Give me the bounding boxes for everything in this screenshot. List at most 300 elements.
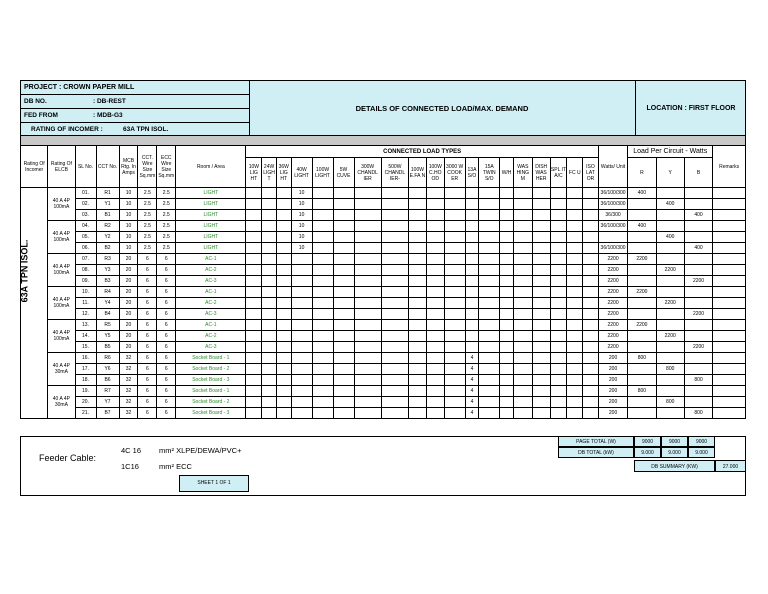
cct-cell: Y6 xyxy=(96,364,119,375)
load-empty-cell xyxy=(246,408,262,419)
load-empty-cell xyxy=(426,331,444,342)
load-empty-cell xyxy=(500,320,514,331)
load-empty-cell xyxy=(444,397,465,408)
load-empty-cell xyxy=(276,254,291,265)
load-empty-cell xyxy=(381,309,408,320)
load-empty-cell xyxy=(262,331,277,342)
mcb-cell: 32 xyxy=(119,397,138,408)
load-empty-cell xyxy=(246,210,262,221)
load-empty-cell xyxy=(513,188,532,199)
load-empty-cell xyxy=(550,254,567,265)
load-empty-cell xyxy=(583,353,599,364)
cable-2-type: mm² ECC xyxy=(159,462,192,471)
phase-y-cell xyxy=(656,342,684,353)
watts-cell: 2200 xyxy=(598,342,627,353)
load-empty-cell xyxy=(465,243,479,254)
load-empty-cell xyxy=(513,199,532,210)
watts-cell: 2200 xyxy=(598,287,627,298)
load-empty-cell xyxy=(246,298,262,309)
mcb-cell: 20 xyxy=(119,287,138,298)
room-cell: AC-3 xyxy=(176,309,246,320)
load-type-header: WAS HING M xyxy=(513,158,532,188)
load-empty-cell xyxy=(567,243,583,254)
load-empty-cell xyxy=(312,364,333,375)
load-empty-cell xyxy=(513,320,532,331)
load-empty-cell xyxy=(444,375,465,386)
phase-y-cell xyxy=(656,221,684,232)
phase-r-cell: 400 xyxy=(628,221,656,232)
phase-b-cell: 2200 xyxy=(684,276,712,287)
sl-cell: 14. xyxy=(75,331,96,342)
ecc-cell: 6 xyxy=(157,375,176,386)
mcb-cell: 10 xyxy=(119,232,138,243)
load-empty-cell xyxy=(583,342,599,353)
load-empty-cell xyxy=(550,276,567,287)
ecc-cell: 6 xyxy=(157,265,176,276)
mcb-cell: 20 xyxy=(119,276,138,287)
phase-r-cell xyxy=(628,309,656,320)
room-cell: Socket Board - 2 xyxy=(176,397,246,408)
load-empty-cell xyxy=(479,298,500,309)
load-empty-cell xyxy=(567,375,583,386)
load-empty-cell xyxy=(513,254,532,265)
load-empty-cell xyxy=(409,408,427,419)
load-empty-cell xyxy=(500,254,514,265)
table-row xyxy=(21,232,746,243)
load-empty-cell xyxy=(312,386,333,397)
load-empty-cell xyxy=(444,342,465,353)
load-empty-cell xyxy=(276,243,291,254)
load-empty-cell xyxy=(426,375,444,386)
load-empty-cell xyxy=(479,210,500,221)
phase-r-cell xyxy=(628,408,656,419)
load-qty-cell: 10 xyxy=(291,221,312,232)
remarks-cell xyxy=(713,331,746,342)
load-empty-cell xyxy=(479,254,500,265)
room-cell: Socket Board - 3 xyxy=(176,408,246,419)
load-qty-cell: 4 xyxy=(465,375,479,386)
watts-cell: 200 xyxy=(598,408,627,419)
load-empty-cell xyxy=(465,320,479,331)
sl-cell: 02. xyxy=(75,199,96,210)
load-empty-cell xyxy=(312,265,333,276)
phase-y-cell xyxy=(656,287,684,298)
load-empty-cell xyxy=(532,353,550,364)
load-empty-cell xyxy=(246,320,262,331)
load-empty-cell xyxy=(426,199,444,210)
load-empty-cell xyxy=(354,199,381,210)
ecc-cell: 6 xyxy=(157,353,176,364)
elcb-cell: 40 A 4P 30mA xyxy=(48,386,75,419)
load-empty-cell xyxy=(479,353,500,364)
load-empty-cell xyxy=(381,364,408,375)
load-empty-cell xyxy=(409,320,427,331)
load-empty-cell xyxy=(276,210,291,221)
mcb-cell: 32 xyxy=(119,386,138,397)
load-empty-cell xyxy=(550,353,567,364)
cct-cell: R2 xyxy=(96,221,119,232)
ecc-cell: 6 xyxy=(157,386,176,397)
load-empty-cell xyxy=(312,243,333,254)
table-row xyxy=(21,298,746,309)
sl-cell: 17. xyxy=(75,364,96,375)
load-empty-cell xyxy=(567,309,583,320)
phase-b-cell: 800 xyxy=(684,375,712,386)
cct-cell: B4 xyxy=(96,309,119,320)
load-empty-cell xyxy=(426,287,444,298)
load-empty-cell xyxy=(381,243,408,254)
load-empty-cell xyxy=(333,265,354,276)
mcb-cell: 10 xyxy=(119,243,138,254)
wire-cell: 6 xyxy=(138,353,157,364)
load-type-header: 5W CUVE xyxy=(333,158,354,188)
wire-cell: 6 xyxy=(138,386,157,397)
wire-cell: 6 xyxy=(138,331,157,342)
load-empty-cell xyxy=(532,199,550,210)
room-cell: LIGHT xyxy=(176,243,246,254)
load-empty-cell xyxy=(312,232,333,243)
remarks-cell xyxy=(713,309,746,320)
wire-header: CCT. Wire Size Sq.mm xyxy=(138,146,157,188)
table-row xyxy=(21,386,746,397)
load-empty-cell xyxy=(500,210,514,221)
load-empty-cell xyxy=(354,397,381,408)
load-empty-cell xyxy=(479,397,500,408)
load-empty-cell xyxy=(479,276,500,287)
load-empty-cell xyxy=(333,243,354,254)
mcb-cell: 32 xyxy=(119,353,138,364)
sl-cell: 01. xyxy=(75,188,96,199)
cct-cell: R6 xyxy=(96,353,119,364)
sl-cell: 16. xyxy=(75,353,96,364)
load-empty-cell xyxy=(500,408,514,419)
watts-cell: 200 xyxy=(598,386,627,397)
remarks-cell xyxy=(713,364,746,375)
phase-r-cell xyxy=(628,210,656,221)
table-row xyxy=(21,254,746,265)
load-empty-cell xyxy=(409,342,427,353)
load-empty-cell xyxy=(567,232,583,243)
wire-cell: 6 xyxy=(138,287,157,298)
room-cell: Socket Board - 1 xyxy=(176,386,246,397)
load-empty-cell xyxy=(381,386,408,397)
load-empty-cell xyxy=(354,331,381,342)
phase-b-cell xyxy=(684,232,712,243)
mcb-cell: 20 xyxy=(119,331,138,342)
load-empty-cell xyxy=(333,221,354,232)
watts-cell: 2200 xyxy=(598,331,627,342)
load-empty-cell xyxy=(276,342,291,353)
cct-cell: R1 xyxy=(96,188,119,199)
load-empty-cell xyxy=(532,331,550,342)
ecc-cell: 6 xyxy=(157,320,176,331)
cct-cell: R3 xyxy=(96,254,119,265)
load-empty-cell xyxy=(444,276,465,287)
sl-cell: 06. xyxy=(75,243,96,254)
cct-cell: B5 xyxy=(96,342,119,353)
load-empty-cell xyxy=(479,309,500,320)
table-row xyxy=(21,320,746,331)
load-empty-cell xyxy=(532,254,550,265)
load-empty-cell xyxy=(500,353,514,364)
load-empty-cell xyxy=(333,287,354,298)
phase-b-cell xyxy=(684,265,712,276)
remarks-cell xyxy=(713,276,746,287)
load-qty-cell: 4 xyxy=(465,408,479,419)
load-empty-cell xyxy=(262,243,277,254)
sl-cell: 19. xyxy=(75,386,96,397)
ecc-cell: 6 xyxy=(157,309,176,320)
wire-cell: 6 xyxy=(138,254,157,265)
load-empty-cell xyxy=(532,221,550,232)
table-row xyxy=(21,210,746,221)
mcb-cell: 32 xyxy=(119,364,138,375)
load-empty-cell xyxy=(513,232,532,243)
phase-b-cell: 2200 xyxy=(684,342,712,353)
load-empty-cell xyxy=(354,408,381,419)
load-empty-cell xyxy=(262,188,277,199)
load-empty-cell xyxy=(532,408,550,419)
cct-cell: R7 xyxy=(96,386,119,397)
phase-y-cell xyxy=(656,386,684,397)
table-row xyxy=(21,309,746,320)
load-type-header: 500W CHANDL IER- xyxy=(381,158,408,188)
load-qty-cell: 10 xyxy=(291,232,312,243)
load-empty-cell xyxy=(567,342,583,353)
ecc-cell: 2.5 xyxy=(157,232,176,243)
load-empty-cell xyxy=(567,364,583,375)
ecc-cell: 2.5 xyxy=(157,188,176,199)
load-empty-cell xyxy=(276,408,291,419)
phase-b-cell: 400 xyxy=(684,243,712,254)
phase-r-cell xyxy=(628,265,656,276)
phase-y-cell xyxy=(656,254,684,265)
load-type-header: 100W LIGHT xyxy=(312,158,333,188)
table-row xyxy=(21,276,746,287)
phase-r-header: R xyxy=(628,158,656,188)
load-empty-cell xyxy=(354,243,381,254)
watts-cell: 36/300 xyxy=(598,210,627,221)
load-empty-cell xyxy=(312,188,333,199)
load-empty-cell xyxy=(500,188,514,199)
load-empty-cell xyxy=(532,243,550,254)
load-empty-cell xyxy=(354,375,381,386)
load-empty-cell xyxy=(479,408,500,419)
load-empty-cell xyxy=(409,397,427,408)
load-empty-cell xyxy=(276,320,291,331)
load-empty-cell xyxy=(409,199,427,210)
load-empty-cell xyxy=(312,199,333,210)
load-empty-cell xyxy=(465,210,479,221)
load-empty-cell xyxy=(409,188,427,199)
load-empty-cell xyxy=(381,353,408,364)
load-type-header: 13A S/O xyxy=(465,158,479,188)
load-empty-cell xyxy=(262,309,277,320)
phase-y-cell xyxy=(656,353,684,364)
cct-cell: B1 xyxy=(96,210,119,221)
incomer-cell xyxy=(21,188,48,419)
load-empty-cell xyxy=(567,408,583,419)
elcb-cell: 40 A 4P 30mA xyxy=(48,353,75,386)
load-empty-cell xyxy=(312,320,333,331)
load-empty-cell xyxy=(354,276,381,287)
load-empty-cell xyxy=(333,210,354,221)
fed-row xyxy=(21,109,249,123)
remarks-cell xyxy=(713,342,746,353)
wire-cell: 6 xyxy=(138,408,157,419)
sl-header: SL No. xyxy=(75,146,96,188)
load-empty-cell xyxy=(312,276,333,287)
load-empty-cell xyxy=(354,221,381,232)
sl-cell: 12. xyxy=(75,309,96,320)
header-spacer xyxy=(20,136,746,145)
cable-1-type: mm² XLPE/DEWA/PVC+ xyxy=(159,446,242,455)
load-empty-cell xyxy=(276,265,291,276)
ecc-cell: 6 xyxy=(157,276,176,287)
phase-b-cell xyxy=(684,298,712,309)
load-empty-cell xyxy=(532,287,550,298)
load-empty-cell xyxy=(567,287,583,298)
phase-r-cell: 2200 xyxy=(628,320,656,331)
load-empty-cell xyxy=(550,375,567,386)
ecc-cell: 6 xyxy=(157,287,176,298)
page-total-y: 9000 xyxy=(661,436,688,447)
mcb-cell: 10 xyxy=(119,210,138,221)
table-row xyxy=(21,199,746,210)
phase-y-cell xyxy=(656,276,684,287)
load-empty-cell xyxy=(312,309,333,320)
load-empty-cell xyxy=(513,353,532,364)
load-empty-cell xyxy=(381,342,408,353)
load-empty-cell xyxy=(291,386,312,397)
load-empty-cell xyxy=(276,188,291,199)
load-empty-cell xyxy=(532,364,550,375)
load-empty-cell xyxy=(381,188,408,199)
watts-cell: 200 xyxy=(598,375,627,386)
load-empty-cell xyxy=(409,221,427,232)
phase-b-cell xyxy=(684,188,712,199)
load-empty-cell xyxy=(333,232,354,243)
load-empty-cell xyxy=(513,342,532,353)
load-empty-cell xyxy=(513,364,532,375)
load-empty-cell xyxy=(276,364,291,375)
load-empty-cell xyxy=(246,397,262,408)
db-row xyxy=(21,95,249,109)
load-empty-cell xyxy=(567,386,583,397)
db-total-r: 9.000 xyxy=(634,447,661,458)
ecc-cell: 2.5 xyxy=(157,199,176,210)
load-empty-cell xyxy=(444,298,465,309)
load-empty-cell xyxy=(354,254,381,265)
load-type-header: W/H xyxy=(500,158,514,188)
rating-elcb-header: Rating Of ELCB xyxy=(48,146,75,188)
load-empty-cell xyxy=(426,221,444,232)
phase-r-cell xyxy=(628,375,656,386)
load-type-header: 24W LIGH T xyxy=(262,158,277,188)
load-empty-cell xyxy=(291,287,312,298)
table-row xyxy=(21,243,746,254)
table-row xyxy=(21,331,746,342)
room-cell: AC-2 xyxy=(176,265,246,276)
room-cell: LIGHT xyxy=(176,221,246,232)
load-empty-cell xyxy=(426,408,444,419)
load-empty-cell xyxy=(291,342,312,353)
load-empty-cell xyxy=(479,188,500,199)
room-header: Room / Area xyxy=(176,146,246,188)
remarks-cell xyxy=(713,243,746,254)
room-cell: LIGHT xyxy=(176,188,246,199)
load-empty-cell xyxy=(426,298,444,309)
load-empty-cell xyxy=(532,188,550,199)
load-empty-cell xyxy=(262,342,277,353)
load-empty-cell xyxy=(532,232,550,243)
load-empty-cell xyxy=(426,188,444,199)
elcb-cell: 40 A 4P 100mA xyxy=(48,221,75,254)
load-empty-cell xyxy=(444,408,465,419)
phase-b-cell xyxy=(684,386,712,397)
db-value: : DB-REST xyxy=(93,98,126,105)
load-empty-cell xyxy=(262,375,277,386)
db-summary-label: DB SUMMARY (KW) xyxy=(634,460,715,472)
load-empty-cell xyxy=(465,298,479,309)
wire-cell: 2.5 xyxy=(138,188,157,199)
watts-cell: 36/100/300 xyxy=(598,199,627,210)
load-empty-cell xyxy=(583,221,599,232)
load-empty-cell xyxy=(513,397,532,408)
load-empty-cell xyxy=(276,353,291,364)
load-empty-cell xyxy=(513,375,532,386)
load-empty-cell xyxy=(465,221,479,232)
elcb-cell: 40 A 4P 100mA xyxy=(48,320,75,353)
load-empty-cell xyxy=(500,232,514,243)
cct-header: CCT No. xyxy=(96,146,119,188)
load-empty-cell xyxy=(381,331,408,342)
load-empty-cell xyxy=(426,397,444,408)
load-empty-cell xyxy=(354,298,381,309)
load-empty-cell xyxy=(465,331,479,342)
load-empty-cell xyxy=(479,364,500,375)
load-empty-cell xyxy=(444,331,465,342)
cable-2-size: 1C16 xyxy=(121,462,139,471)
load-empty-cell xyxy=(381,199,408,210)
load-empty-cell xyxy=(312,287,333,298)
mcb-header: MCB Rtg. In Amps xyxy=(119,146,138,188)
sl-cell: 03. xyxy=(75,210,96,221)
load-empty-cell xyxy=(500,331,514,342)
ecc-cell: 6 xyxy=(157,408,176,419)
load-empty-cell xyxy=(500,342,514,353)
phase-y-cell: 2200 xyxy=(656,298,684,309)
load-empty-cell xyxy=(381,210,408,221)
load-empty-cell xyxy=(532,375,550,386)
load-empty-cell xyxy=(333,408,354,419)
load-empty-cell xyxy=(426,364,444,375)
load-empty-cell xyxy=(246,276,262,287)
cct-cell: R4 xyxy=(96,287,119,298)
phase-b-cell xyxy=(684,199,712,210)
table-row xyxy=(21,265,746,276)
mcb-cell: 32 xyxy=(119,408,138,419)
mcb-cell: 20 xyxy=(119,309,138,320)
load-empty-cell xyxy=(444,243,465,254)
cct-cell: B2 xyxy=(96,243,119,254)
phase-b-cell xyxy=(684,221,712,232)
db-total-label: DB TOTAL (kW) xyxy=(558,447,634,458)
watts-cell: 2200 xyxy=(598,298,627,309)
phase-r-cell: 800 xyxy=(628,353,656,364)
load-empty-cell xyxy=(246,265,262,276)
load-empty-cell xyxy=(513,386,532,397)
